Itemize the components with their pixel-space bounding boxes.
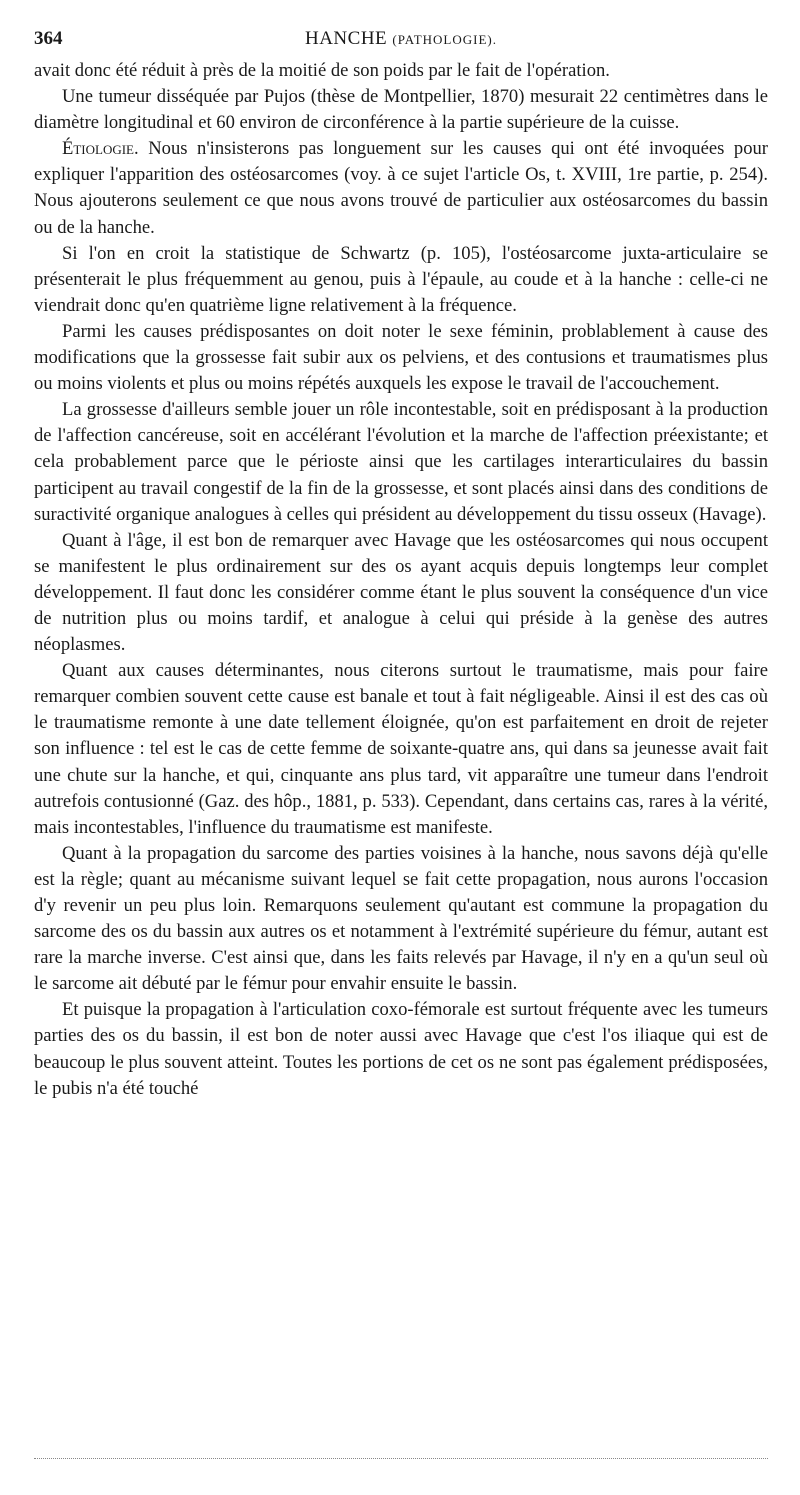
body-text [34, 58, 768, 1102]
running-title-main: HANCHE [304, 28, 388, 49]
paragraph-9: Quant à la propagation du sarcome des parties voisines à la hanche, nous savons déjà qu'elle est la règle; quant au mécanisme suivant lequel se fait cette propagation, nous aurons l'occasion d'y revenir un peu plus loin. Remarquons seulement qu'autant est commune la propagation du sarcome des os du bassin aux autres os et notamment à l'extrémité supérieure du fémur, autant est rare la marche inverse. C'est ainsi que, dans les faits relevés par Havage, il n'y en a qu'un seul où le sarcome ait débuté par le fémur pour envahir ensuite le bassin. [34, 842, 768, 995]
paragraph-7: Quant à l'âge, il est bon de remarquer avec Havage que les ostéosarcomes qui nous occupent se manifestent le plus ordinairement sur des os ayant acquis depuis longtemps leur complet développement. Il faut donc les considérer comme étant le plus souvent la conséquence d'un vice de nutrition plus ou moins tardif, et analogue à celui qui préside à la genèse des autres néoplasmes. [34, 529, 768, 656]
paragraph-5: Parmi les causes prédisposantes on doit noter le sexe féminin, problablement à cause des modifications que la grossesse fait subir aux os pelviens, et des contusions et traumatismes plus ou moins violents et plus ou moins répétés auxquels les expose le travail de l'accouchement. [34, 320, 768, 395]
running-title [34, 28, 768, 50]
running-header [34, 28, 768, 58]
page-number: 364 [34, 28, 63, 49]
section-lead-etiologie: Étiologie. [62, 138, 139, 160]
paragraph-6: La grossesse d'ailleurs semble jouer un rôle incontestable, soit en prédisposant à la production de l'affection cancéreuse, soit en accélérant l'évolution et la marche de l'affection préexistante; et cela probablement parce que le périoste ainsi que les cartilages interarticulaires du bassin participent au travail congestif de la fin de la grossesse, et sont placés ainsi dans des conditions de suractivité organique analogues à celles qui président au développement du tissu osseux (Havage). [34, 399, 768, 525]
paragraph-etiologie-text: Nous n'insisterons pas longuement sur les causes qui ont été invoquées pour expliquer l'apparition des ostéosarcomes (voy. à ce sujet l'article Os, t. XVIII, 1re partie, p. 254). Nous ajouterons seulement ce que nous avons trouvé de particulier aux ostéosarcomes du bassin ou de la hanche. [34, 138, 768, 238]
paragraph-8: Quant aux causes déterminantes, nous citerons surtout le traumatisme, mais pour faire remarquer combien souvent cette cause est banale et tout à fait négligeable. Ainsi il est des cas où le traumatisme remonte à une date tellement éloignée, qu'on est parfaitement en droit de rejeter son influence : tel est le cas de cette femme de soixante-quatre ans, qui dans sa jeunesse avait fait une chute sur la hanche, et qui, cinquante ans plus tard, vit apparaître une tumeur dans l'endroit autrefois contusionné (Gaz. des hôp., 1881, p. 533). Cependant, dans certains cas, rares à la vérité, mais incontestables, l'influence du traumatisme est manifeste. [34, 660, 768, 838]
paragraph-etiologie [34, 136, 768, 240]
document-page [34, 28, 768, 1102]
paragraph-2: Une tumeur disséquée par Pujos (thèse de Montpellier, 1870) mesurait 22 centimètres dans le diamètre longitudinal et 60 environ de circonférence à la partie supérieure de la cuisse. [34, 86, 768, 134]
running-title-sub: (PATHOLOGIE). [392, 32, 498, 47]
paragraph-4: Si l'on en croit la statistique de Schwartz (p. 105), l'ostéosarcome juxta-articulaire se présenterait le plus fréquemment au genou, puis à l'épaule, au coude et à la hanche : celle-ci ne viendrait donc qu'en quatrième ligne relativement à la fréquence. [34, 242, 768, 316]
paragraph-1: avait donc été réduit à près de la moitié de son poids par le fait de l'opération. [34, 60, 610, 81]
footer-dotted-rule [34, 1458, 768, 1459]
paragraph-10: Et puisque la propagation à l'articulation coxo-fémorale est surtout fréquente avec les tumeurs parties des os du bassin, il est bon de noter aussi avec Havage que c'est l'os iliaque qui est de beaucoup le plus souvent atteint. Toutes les portions de cet os ne sont pas également prédisposées, le pubis n'a été touché [34, 999, 768, 1099]
